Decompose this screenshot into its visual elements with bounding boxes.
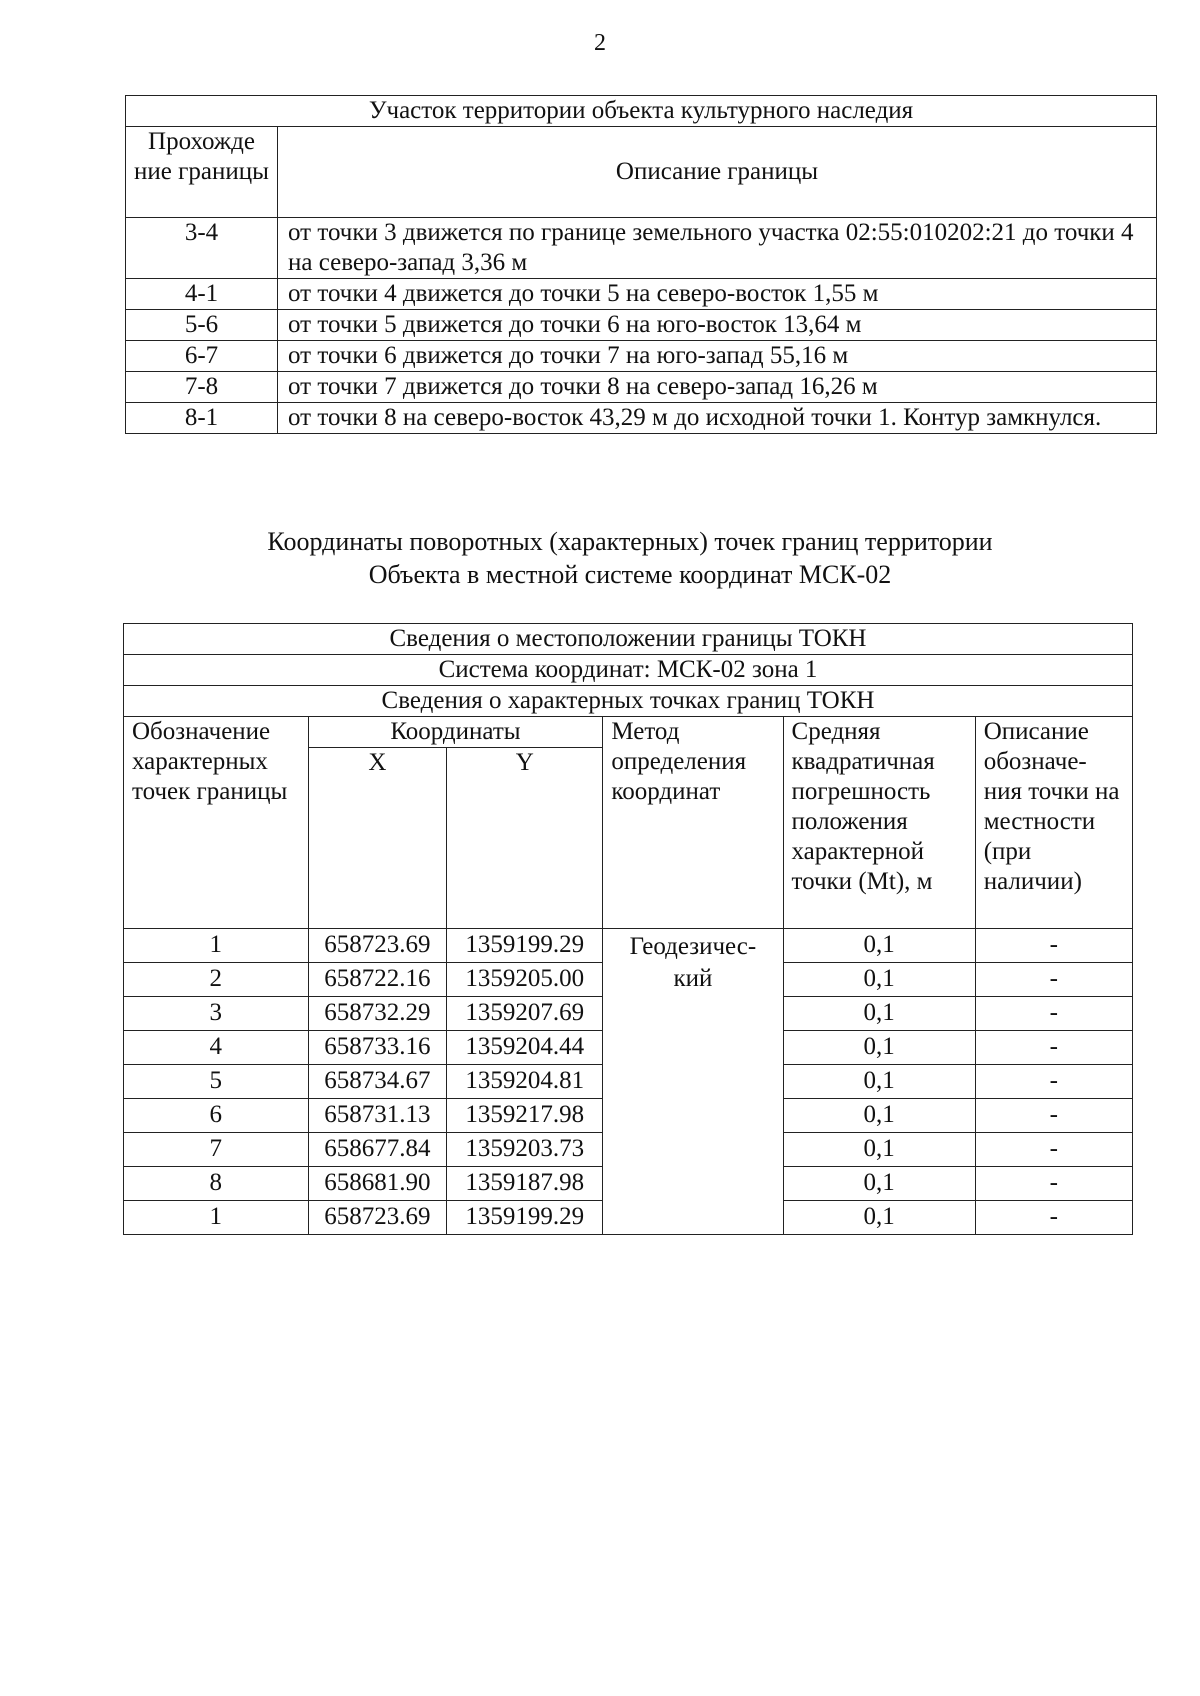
coords-x: 658681.90 [308, 1167, 447, 1201]
coords-x: 658732.29 [308, 997, 447, 1031]
coords-title-row-2 [124, 655, 1133, 686]
header-point: Обозначение характерных точек границы [124, 717, 309, 929]
boundary-segment: 6-7 [126, 341, 278, 372]
boundary-table-title-row [126, 96, 1157, 127]
header-location-description: Описание обозначе-ния точки на местности (при наличии) [975, 717, 1132, 929]
coords-y: 1359204.81 [447, 1065, 603, 1099]
coords-error: 0,1 [783, 1133, 975, 1167]
coords-error: 0,1 [783, 1031, 975, 1065]
header-y: Y [447, 748, 603, 929]
coords-error: 0,1 [783, 929, 975, 963]
section-heading-line1: Координаты поворотных (характерных) точек границ территории [267, 527, 993, 556]
coords-error: 0,1 [783, 997, 975, 1031]
coords-point: 8 [124, 1167, 309, 1201]
boundary-table-header-row [126, 127, 1157, 218]
coords-description: - [975, 929, 1132, 963]
coords-x: 658731.13 [308, 1099, 447, 1133]
boundary-description: от точки 5 движется до точки 6 на юго-восток 13,64 м [278, 310, 1157, 341]
coords-description: - [975, 1065, 1132, 1099]
page-number: 2 [594, 30, 606, 56]
boundary-segment: 5-6 [126, 310, 278, 341]
boundary-row [126, 341, 1157, 372]
coords-description: - [975, 997, 1132, 1031]
coords-point: 1 [124, 1201, 309, 1235]
header-error: Средняя квадратичная погрешность положения характерной точки (Mt), м [783, 717, 975, 929]
coords-description: - [975, 1133, 1132, 1167]
coords-title-1: Сведения о местоположении границы ТОКН [124, 624, 1133, 655]
coords-y: 1359204.44 [447, 1031, 603, 1065]
coords-description: - [975, 1167, 1132, 1201]
coords-point: 7 [124, 1133, 309, 1167]
coords-description: - [975, 1031, 1132, 1065]
coords-error: 0,1 [783, 1201, 975, 1235]
header-coordinates: Координаты [308, 717, 603, 748]
coords-title-row-3 [124, 686, 1133, 717]
boundary-description: от точки 8 на северо-восток 43,29 м до исходной точки 1. Контур замкнулся. [278, 403, 1157, 434]
coords-x: 658733.16 [308, 1031, 447, 1065]
coords-point: 6 [124, 1099, 309, 1133]
boundary-row [126, 403, 1157, 434]
boundary-table-title: Участок территории объекта культурного наследия [126, 96, 1157, 127]
boundary-description-table [125, 95, 1157, 434]
boundary-row [126, 372, 1157, 403]
coords-point: 4 [124, 1031, 309, 1065]
coords-title-row-1 [124, 624, 1133, 655]
header-x: X [308, 748, 447, 929]
boundary-row [126, 310, 1157, 341]
coords-y: 1359207.69 [447, 997, 603, 1031]
coords-title-2: Система координат: МСК-02 зона 1 [124, 655, 1133, 686]
boundary-row [126, 218, 1157, 279]
coords-y: 1359199.29 [447, 929, 603, 963]
coords-error: 0,1 [783, 1099, 975, 1133]
boundary-segment: 8-1 [126, 403, 278, 434]
section-heading [180, 525, 1080, 591]
coords-x: 658734.67 [308, 1065, 447, 1099]
boundary-segment: 4-1 [126, 279, 278, 310]
coords-description: - [975, 1201, 1132, 1235]
coords-method: Геодезичес-кий [603, 929, 783, 1235]
boundary-row [126, 279, 1157, 310]
boundary-segment: 3-4 [126, 218, 278, 279]
coords-point: 1 [124, 929, 309, 963]
coords-point: 5 [124, 1065, 309, 1099]
coords-row [124, 929, 1133, 963]
coords-y: 1359187.98 [447, 1167, 603, 1201]
boundary-description: от точки 4 движется до точки 5 на северо-восток 1,55 м [278, 279, 1157, 310]
boundary-description: от точки 3 движется по границе земельного участка 02:55:010202:21 до точки 4 на северо-запад 3,36 м [278, 218, 1157, 279]
coords-x: 658722.16 [308, 963, 447, 997]
coords-y: 1359199.29 [447, 1201, 603, 1235]
coords-description: - [975, 963, 1132, 997]
coords-description: - [975, 1099, 1132, 1133]
boundary-segment: 7-8 [126, 372, 278, 403]
header-description: Описание границы [278, 127, 1157, 218]
coords-error: 0,1 [783, 1065, 975, 1099]
header-method: Метод определения координат [603, 717, 783, 929]
boundary-description: от точки 6 движется до точки 7 на юго-запад 55,16 м [278, 341, 1157, 372]
coords-x: 658723.69 [308, 1201, 447, 1235]
coords-x: 658723.69 [308, 929, 447, 963]
coords-error: 0,1 [783, 963, 975, 997]
coords-y: 1359203.73 [447, 1133, 603, 1167]
coords-point: 3 [124, 997, 309, 1031]
coords-error: 0,1 [783, 1167, 975, 1201]
coords-y: 1359217.98 [447, 1099, 603, 1133]
coords-point: 2 [124, 963, 309, 997]
boundary-description: от точки 7 движется до точки 8 на северо-запад 16,26 м [278, 372, 1157, 403]
coords-header-row-1 [124, 717, 1133, 748]
section-heading-line2: Объекта в местной системе координат МСК-02 [368, 560, 892, 589]
coords-y: 1359205.00 [447, 963, 603, 997]
coordinates-table [123, 623, 1133, 1235]
coords-x: 658677.84 [308, 1133, 447, 1167]
coords-title-3: Сведения о характерных точках границ ТОКН [124, 686, 1133, 717]
header-segment: Прохожде ние границы [126, 127, 278, 218]
